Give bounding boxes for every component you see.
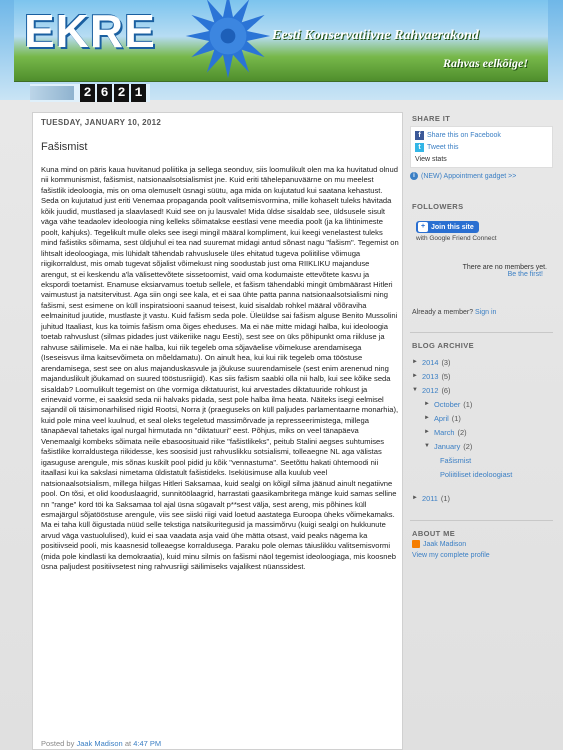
cornflower-icon (182, 0, 274, 82)
archive-year-label[interactable]: 2011 (422, 493, 438, 503)
archive-month-label[interactable]: October (434, 399, 461, 409)
archive-month-label[interactable]: April (434, 413, 449, 423)
archive-post-ideoloogiast[interactable]: Poliitiliset ideoloogiast (440, 469, 513, 479)
site-logo[interactable]: EKRE (24, 5, 156, 57)
facebook-icon: f (415, 131, 424, 140)
counter-digit: 2 (114, 84, 129, 102)
author-link[interactable]: Jaak Madison (76, 739, 123, 748)
archive-month-january[interactable] (412, 439, 552, 453)
archive-year-2013[interactable] (412, 369, 552, 383)
sidebar-divider (410, 332, 553, 333)
slogan: Rahvas eelkõige! (443, 56, 528, 70)
about-widget (412, 528, 490, 559)
archive-year-2014[interactable] (412, 355, 552, 369)
already-member (412, 309, 496, 316)
archive-title: BLOG ARCHIVE (412, 341, 475, 350)
archive-month-march[interactable] (412, 425, 552, 439)
visitor-counter-strip (30, 84, 150, 102)
archive-count: (1) (451, 413, 461, 423)
blog-archive (412, 355, 552, 505)
sign-in-link[interactable]: Sign in (475, 309, 497, 316)
archive-count: (1) (463, 399, 473, 409)
archive-count: (2) (463, 441, 473, 451)
main-content (32, 112, 403, 750)
triangle-right-icon: ► (412, 495, 418, 501)
triangle-down-icon: ▼ (412, 387, 418, 393)
share-widget-title: SHARE IT (412, 114, 451, 123)
gadget-link-label[interactable]: (NEW) Appointment gadget >> (421, 172, 517, 180)
join-site-label: Join this site (431, 223, 474, 231)
followers-title: FOLLOWERS (412, 202, 464, 211)
archive-year-2012[interactable] (412, 383, 552, 397)
archive-month-label[interactable]: March (434, 427, 455, 437)
archive-month-april[interactable] (412, 411, 552, 425)
share-widget (410, 126, 553, 168)
archive-post-link[interactable] (412, 453, 552, 467)
post-title[interactable]: Fašismist (41, 141, 88, 153)
archive-year-2011[interactable] (412, 491, 552, 505)
view-profile-link[interactable]: View my complete profile (412, 552, 490, 559)
post-time-link[interactable]: 4:47 PM (133, 739, 162, 748)
sidebar (410, 112, 553, 750)
share-facebook-link[interactable]: Share this on Facebook (427, 132, 501, 139)
at-label: at (124, 739, 132, 748)
archive-count: (1) (440, 493, 450, 503)
sidebar-divider (410, 520, 553, 521)
members-info (410, 264, 553, 278)
blogger-icon (412, 540, 420, 548)
archive-post-fasismist[interactable]: Fašismist (440, 455, 472, 465)
posted-by-label: Posted by (41, 739, 75, 748)
archive-count: (3) (441, 357, 451, 367)
archive-year-label[interactable]: 2014 (422, 357, 439, 367)
archive-count: (6) (441, 385, 451, 395)
view-stats-link[interactable]: View stats (415, 156, 447, 163)
twitter-icon: t (415, 143, 424, 152)
triangle-right-icon: ► (424, 415, 430, 421)
be-first-link[interactable]: Be the first! (507, 271, 543, 278)
counter-digit: 6 (97, 84, 112, 102)
post-body: Kuna mind on päris kaua huvitanud poliitika ja sellega seonduv, siis loomulikult olen ma ka huvitatud olnud nii kommunismist, fašismist, natsionaalsotsialismist jne. Kuid eriti tähelepanuväärne on mu meelest fašistlik ideoloogia, mis on oma olemuselt üsnagi süütu, aga mida on kujutatud kui saatana kehastust. Seda on kujutatud just eriti Venemaa propaganda poolt valitsemisvormina, mille kohaselt tuleks hävitada kõik juudid, mustlased ja slaavlased! Kuid see on ju lausvale! Mida üldse sisaldab see, üldsusele sisult väga vähe teadaolev ideoloogia ning kelleks sõimatakse eestlasi vene meedia poolt (ja ka lihtinimeste poolt, kahjuks). Tegelikult mulle oleks see isegi mingil määral kompliment, kui keegi venelastest tuleks mind fašistiks sõimama, sest üldjuhul ei tea nad suuremat midagi antud sõnast nagu "fašism". Tegemist on lihtsalt ideoloogiaga, mis lühidalt tähendab rahvuslusele üles ehitatud tugeva poliitilise võimuga riigikorraldust, mis omab tugevat sõjalist võimekust ning soodustab just oma RIIKLIKU majanduse arengut, st ei keskendu a'la välisettevõtete sissetoomist, vaid oma kodumaiste ettevõtete kasvu ja ekspordi toetamist. Enamuse eksiarvamus toetub sellele, et fašism tähendabki mingit ümbmäärast Hitleri vaimustust ja natsitervitust. Aga siin ongi see kala, et ei saa ühte patta panna natsionaalsotsialismi ning fašismi, sest esimene on küll inspiratsiooni saanud teisest, kuid sisaldab rohkel määral võõraviha eelmainitud juutide, mustlaste jt vastu. Kuid fašism seda pole. Üleüldse sai fašism alguse Benito Mussolini juhitud Itaaliast, kus ka toimis fašism oma õiges eheduses. Ma ei näe mitte midagi halba, kui ideoloogia toetab rahvuslust (silmas pidades just väikeriike nagu Eesti), sest see on üks põhipunkt oma riikluse ja rahvuse säilimisele. Ma ei näe halba, kui riik tegeleb oma sõjaväelise võimekuse arendamisega (Iseseisvus ilma kaitsevõimeta on mõeldamatu). On ainult hea, kui kui riik tegeleb oma tööstuse arendamisega, sest see on alus majanduskasvule ja jõukuse suurendamisele (sest enim arenenud ning majanduslikult jõukamad on suured tööstusriigid). Kas siis fašism saabki olla nii halb, kui see kõike seda sisaldab? Loomulikult tegemist on ühe vormiga diktatuurist, kui arvestades diktatuuride rohkust ja erinevaid vorme, ei saaksid seda nii halvaks pidada, sest pole halba ilma heata. Näiteks isegi eelmisel sajandil oli täisimonarhilised riigid Rootsi, Norra jt (praeguseks on küll paljudes parlamentaarne monarhia), kuid pole mina veel kuulnud, et seal oleks tegeletud massimõrvade ja represseerimistega, millega tänapäeval tahetaks igal nurgal hirmutada nn "diktatuuri" eest. Põhjus, miks on veel tänapäeva Venemaalgi kombeks sõimata neile ebasoosituaid riike "fašistlikeks", peitub Stalini aegses suhtumises fašistlike korraldustega riikidesse, kes soosisid just rahvuslikku sotsialismi, tolleaegne NL aga välistas igasuguse arengule, mis sõnas kuskilt pool pidid ju kõik "vennastuma". Seetõttu hakati ühtemoodi nii itaallasi kui ka sakslasi nimetama üldistatult fašistideks. Isekiüsimuse alla kuulub veel natsionaalsotsialism, millega hiilgas Hitleri Saksamaa, kuid sealgi on kõigil silma jäänud ainult negatiivne pool. On tõsi, et olid kooduslaagrid, sunnitöölaagrid, harrastati gaasikambritega mänge kuid samas selline nn "range" kord töi ka Saksamaa tol ajal üsna sügavalt p**sest välja, sest areng, mis põhines küll esmajärgul sõjatööstuse arengule, viis see siiski riigi vaid loetud aastatega Euroopa üheks võimekamaks. Ma ei taha küll õigustada nüüd selle tekstiga natsikuritegusid ja massimõrvu (kuigi sealgi on hukkunute arvud väga vastuolulised), kuid ei saa vaadata asja vaid ühe mätta otsast, vaid peaks nägema ka positiivseid pooli, mis kaasnesid tolleaegse korraldusega. Paraku pole olemas täiuslikku valitsemisvormi (mida pole kindlasti ka demokraatia), kuid minu silmis on fašismi näol tegemist ideoloogiaga, mis koosneb üsna paljudest positiivsetest ning rahvusriigi säilimiseks vajalikest nüanssidest. (41, 165, 399, 572)
triangle-right-icon: ► (424, 401, 430, 407)
post-footer (41, 739, 161, 748)
triangle-down-icon: ▼ (424, 443, 430, 449)
join-site-button[interactable] (416, 221, 479, 233)
counter-digit: 2 (80, 84, 95, 102)
counter-badge-icon (30, 86, 74, 100)
triangle-right-icon: ► (412, 359, 418, 365)
archive-month-october[interactable] (412, 397, 552, 411)
archive-count: (5) (441, 371, 451, 381)
triangle-right-icon: ► (412, 373, 418, 379)
archive-count: (2) (457, 427, 467, 437)
profile-name-link[interactable]: Jaak Madison (423, 540, 467, 548)
info-icon: i (410, 172, 418, 180)
triangle-right-icon: ► (424, 429, 430, 435)
no-members-text: There are no members yet. (462, 264, 547, 271)
tweet-link[interactable]: Tweet this (427, 144, 459, 151)
archive-month-label[interactable]: January (434, 441, 461, 451)
gadget-link[interactable] (410, 172, 516, 180)
archive-post-link[interactable] (412, 467, 552, 481)
already-member-text: Already a member? (412, 309, 474, 316)
archive-year-label[interactable]: 2012 (422, 385, 439, 395)
header-banner (14, 0, 548, 82)
post-date: TUESDAY, JANUARY 10, 2012 (41, 118, 162, 127)
party-name: Eesti Konservatiivne Rahvaerakond (272, 28, 479, 43)
gfc-caption: with Google Friend Connect (416, 235, 497, 242)
counter-digit: 1 (131, 84, 146, 102)
followers-widget (412, 215, 550, 255)
visitor-counter (80, 84, 146, 102)
archive-year-label[interactable]: 2013 (422, 371, 439, 381)
google-friend-connect-icon: + (418, 222, 428, 232)
about-title: ABOUT ME (412, 529, 456, 538)
